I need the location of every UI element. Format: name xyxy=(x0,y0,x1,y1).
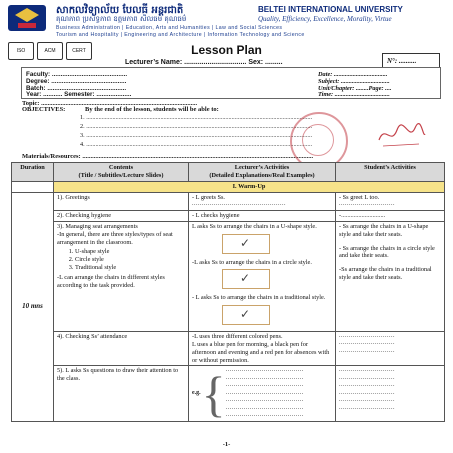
objective-1: 1. .................................................................................................................................................. xyxy=(80,114,313,121)
year-semester-field: Year: ........... Semester: .................... xyxy=(26,91,132,98)
batch-field: Batch: ............................................. xyxy=(26,85,127,92)
lecturer-seating: L asks Ss to arrange the chairs in a U-shape style. ✓ -L asks Ss to arrange the chairs in a circle style. ✓ - L asks Ss to arrange the chairs in a traditional style. ✓ xyxy=(189,221,336,331)
table-row xyxy=(12,221,445,331)
number-box: N°: .......... xyxy=(382,53,440,68)
unit-chapter-field: Unit/Chapter: ........Page: .... xyxy=(318,85,392,92)
degree-field: Degree: ........................................... xyxy=(26,78,127,85)
table-row xyxy=(12,366,445,422)
lecturer-attendance: -L uses three different colored pens. L uses a blue pen for morning, a black pen for afternoon and evening and a red pen for absences with or without permission. xyxy=(189,331,336,365)
header-lecturer-activities: Lecturer’s Activities (Detailed Explanations/Real Examples) xyxy=(189,163,336,182)
subject-field: Subject: ............................... xyxy=(318,78,390,85)
university-name-khmer: សាកលវិទ្យាល័យ បែលធី អន្តរជាតិ xyxy=(56,5,184,16)
checkbox-icon: ✓ xyxy=(222,234,270,254)
objective-4: 4. .................................................................................................................................................. xyxy=(80,141,313,148)
faculty-field: Faculty: ........................................... xyxy=(26,71,128,78)
section-row xyxy=(12,181,445,192)
time-field: Time: ................................... xyxy=(318,91,390,98)
objective-3: 3. .................................................................................................................................................. xyxy=(80,132,313,139)
university-logo-icon xyxy=(6,3,48,33)
header-duration: Duration xyxy=(12,163,54,182)
page-title: Lesson Plan xyxy=(191,43,262,57)
date-field: Date: .................................. xyxy=(318,71,388,78)
materials-field: Materials/Resources: .............................................................................................................................................. xyxy=(22,153,314,160)
iso-badge-icon: ISO xyxy=(8,42,34,60)
lecturer-name-field: Lecturer’s Name: ................................ Sex: ......... xyxy=(125,59,283,66)
lesson-plan-table xyxy=(11,162,445,422)
course-info-box xyxy=(21,67,441,99)
motto-english: Quality, Efficiency, Excellence, Morality, Virtue xyxy=(258,15,392,23)
objectives-heading xyxy=(22,106,219,113)
lecturer-questions: e.g. { ....................................... ....................................... ....................................... ....................................... ....................................... ....................................... ....................................... xyxy=(189,366,336,422)
student-seating: - Ss arrange the chairs in a U-shape style and take their seats. - Ss arrange the chairs in a circle style and take their seats. -Ss arrange the chairs in a traditional style and take their seats. xyxy=(336,221,445,331)
page-number: -1- xyxy=(222,441,231,448)
header-student-activities: Student’s Activities xyxy=(336,163,445,182)
objectives-label: OBJECTIVES: xyxy=(22,106,66,113)
content-attendance: 4). Checking Ss’ attendance xyxy=(54,331,189,365)
motto-khmer: គុណភាព ប្រសិទ្ធភាព ឧត្តមភាព សីលធម៌ គុណធម៌ xyxy=(56,15,187,23)
checkbox-icon: ✓ xyxy=(222,269,270,289)
seating-styles-list: 1. U-shape style 2. Circle style 3. Traditional style xyxy=(69,248,185,272)
topic-field: Topic: ................................................................................................ xyxy=(22,100,198,107)
table-row xyxy=(12,192,445,210)
objectives-intro: By the end of the lesson, students will be able to: xyxy=(84,106,219,113)
cert-badge-icon: CERT xyxy=(66,42,92,60)
content-hygiene: 2). Checking hygiene xyxy=(54,210,189,221)
section-warm-up: I. Warm-Up xyxy=(54,181,445,192)
lecturer-greetings: - L greets Ss. ............................................... xyxy=(189,192,336,210)
checkbox-icon: ✓ xyxy=(222,305,270,325)
student-hygiene: -............................ xyxy=(336,210,445,221)
table-header-row xyxy=(12,163,445,182)
student-questions: ............................ ............................ ............................ ............................ ............................ ............................ xyxy=(336,366,445,422)
table-row xyxy=(12,331,445,365)
objective-2: 2. .................................................................................................................................................. xyxy=(80,123,313,130)
duration-cell: 10 mns xyxy=(12,192,54,421)
content-greetings: 1). Greetings xyxy=(54,192,189,210)
content-seating: 3). Managing seat arrangements -In general, there are three styles/types of seat arrangement in the classroom. 1. U-shape style 2. Circle style 3. Traditional style -L can arrange the chairs in different styles according to the task provided. xyxy=(54,221,189,331)
faculties-line-2: Tourism and Hospitality | Engineering and Architecture | Information Technology and Science xyxy=(56,32,305,38)
brace-icon: { xyxy=(201,365,226,422)
acm-badge-icon: ACM xyxy=(37,42,63,60)
student-attendance: ............................ ............................ ............................ xyxy=(336,331,445,365)
signature-icon xyxy=(375,120,427,150)
header-contents: Contents (Title / Subtitles/Lecture Slides) xyxy=(54,163,189,182)
university-name-english: BELTEI INTERNATIONAL UNIVERSITY xyxy=(258,5,403,14)
table-row xyxy=(12,210,445,221)
faculties-line-1: Business Administration | Education, Arts and Humanities | Law and Social Sciences xyxy=(56,25,283,31)
content-questions: 5). L asks Ss questions to draw their attention to the class. xyxy=(54,366,189,422)
lecturer-hygiene: - L checks hygiene xyxy=(189,210,336,221)
student-greetings: - Ss greet L too. ............................ xyxy=(336,192,445,210)
eg-label: e.g. xyxy=(192,389,201,396)
